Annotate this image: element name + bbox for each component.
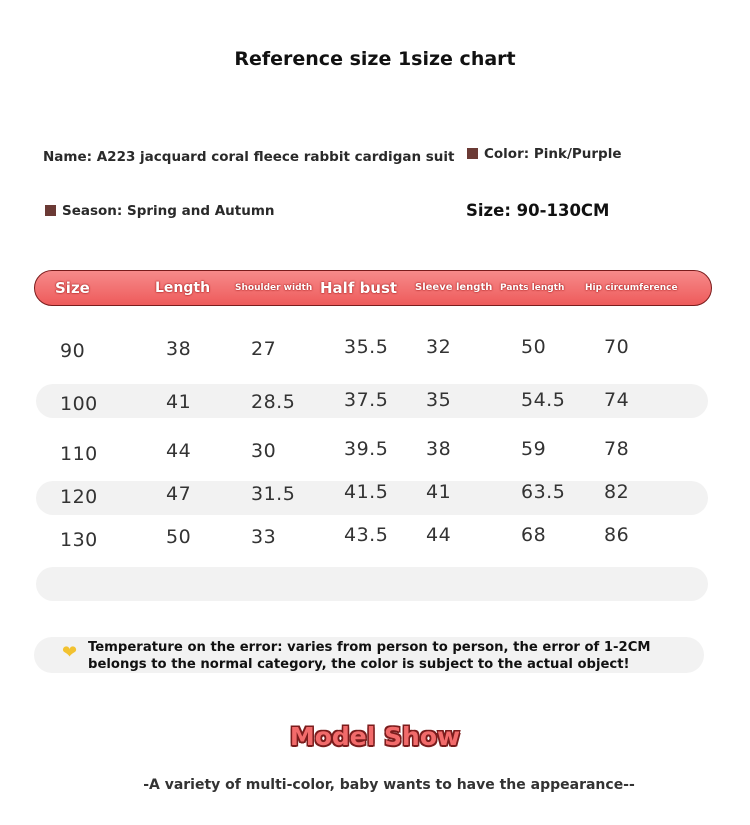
cell-length: 47 [166, 483, 192, 505]
cell-shoulder-width: 30 [251, 440, 277, 462]
cell-half-bust: 37.5 [344, 389, 389, 411]
cell-length: 44 [166, 440, 192, 462]
note-line-2: belongs to the normal category, the color is subject to the actual object! [88, 657, 630, 672]
header-sleeve-length: Sleeve length [415, 282, 493, 293]
cell-shoulder-width: 31.5 [251, 483, 296, 505]
cell-sleeve-length: 41 [426, 481, 452, 503]
heart-icon: ❤ [62, 642, 78, 663]
cell-sleeve-length: 44 [426, 524, 452, 546]
cell-pants-length: 63.5 [521, 481, 566, 503]
size-table-header [34, 270, 712, 306]
header-half-bust: Half bust [320, 279, 398, 297]
measurement-note-text [88, 639, 688, 673]
model-show-tagline: -A variety of multi-color, baby wants to have the appearance-- [143, 777, 635, 793]
cell-shoulder-width: 27 [251, 338, 277, 360]
square-bullet-icon [45, 205, 56, 216]
product-color [467, 146, 622, 162]
cell-size: 130 [60, 529, 98, 551]
model-show-heading: Model Show [289, 722, 461, 751]
cell-hip-circumference: 70 [604, 336, 630, 358]
cell-length: 50 [166, 526, 192, 548]
cell-size: 120 [60, 486, 98, 508]
cell-shoulder-width: 28.5 [251, 391, 296, 413]
product-color-text: Color: Pink/Purple [484, 146, 622, 162]
cell-size: 100 [60, 393, 98, 415]
product-name: Name: A223 jacquard coral fleece rabbit cardigan suit [43, 149, 455, 165]
cell-hip-circumference: 74 [604, 389, 630, 411]
note-line-1: Temperature on the error: varies from person to person, the error of 1-2CM [88, 640, 651, 655]
cell-pants-length: 54.5 [521, 389, 566, 411]
cell-sleeve-length: 38 [426, 438, 452, 460]
product-season [45, 203, 275, 219]
cell-pants-length: 68 [521, 524, 547, 546]
square-bullet-icon [467, 148, 478, 159]
cell-hip-circumference: 82 [604, 481, 630, 503]
cell-half-bust: 43.5 [344, 524, 389, 546]
cell-size: 110 [60, 443, 98, 465]
cell-sleeve-length: 35 [426, 389, 452, 411]
cell-length: 38 [166, 338, 192, 360]
cell-length: 41 [166, 391, 192, 413]
header-size: Size [55, 279, 90, 297]
header-pants-length: Pants length [500, 283, 565, 293]
cell-hip-circumference: 86 [604, 524, 630, 546]
header-shoulder-width: Shoulder width [235, 283, 313, 293]
cell-shoulder-width: 33 [251, 526, 277, 548]
cell-half-bust: 39.5 [344, 438, 389, 460]
cell-hip-circumference: 78 [604, 438, 630, 460]
header-length: Length [155, 280, 211, 296]
cell-sleeve-length: 32 [426, 336, 452, 358]
cell-half-bust: 35.5 [344, 336, 389, 358]
product-season-text: Season: Spring and Autumn [62, 203, 275, 219]
header-hip-circumference: Hip circumference [585, 283, 678, 293]
cell-size: 90 [60, 340, 86, 362]
cell-pants-length: 59 [521, 438, 547, 460]
cell-half-bust: 41.5 [344, 481, 389, 503]
empty-row-band [36, 567, 708, 601]
cell-pants-length: 50 [521, 336, 547, 358]
product-size-range: Size: 90-130CM [466, 201, 610, 220]
page-title: Reference size 1size chart [234, 48, 516, 70]
